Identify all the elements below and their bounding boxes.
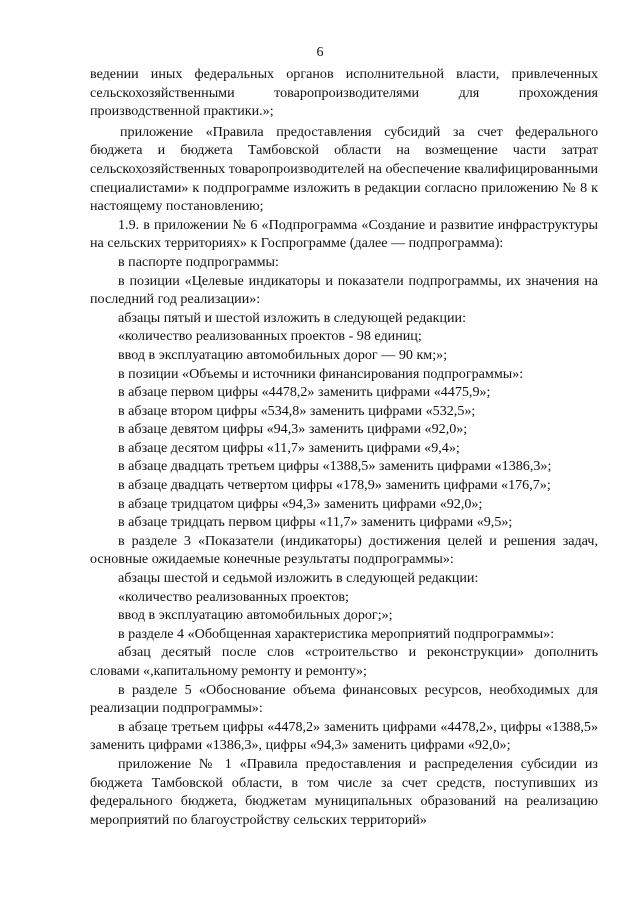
paragraph-9: в позиции «Объемы и источники финансирования подпрограммы»: [118, 365, 524, 382]
paragraph-26: приложение № 1 «Правила предоставления и распределения субсидии из бюджета Тамбовской области, в том числе за счет средств, поступивших из федерального бюджета, бюджетам муниципальных образований на реализацию мероприятий по благоустройству сельских территорий» [90, 755, 598, 828]
paragraph-15: в абзаце двадцать четвертом цифры «178,9» заменить цифрами «176,7»; [118, 477, 551, 494]
paragraph-14: в абзаце двадцать третьем цифры «1388,5» заменить цифрами «1386,3»; [118, 458, 552, 475]
paragraph-3: 1.9. в приложении № 6 «Подпрограмма «Создание и развитие инфраструктуры на сельских территориях» к Госпрограмме (далее — подпрограмма): [90, 216, 598, 252]
paragraph-1: ведении иных федеральных органов исполнительной власти, привлеченных сельскохозяйственными товаропроизводителями для прохождения производственной практики.»; [90, 66, 598, 120]
paragraph-8: ввод в эксплуатацию автомобильных дорог — 90 км;»; [118, 346, 448, 363]
paragraph-4: в паспорте подпрограммы: [118, 253, 279, 270]
paragraph-13: в абзаце десятом цифры «11,7» заменить цифрами «9,4»; [118, 439, 460, 456]
paragraph-25: в абзаце третьем цифры «4478,2» заменить цифрами «4478,2», цифры «1388,5» заменить цифрами «1386,3», цифры «94,3» заменить цифрами «92,0»; [90, 718, 598, 754]
paragraph-23: абзац десятый после слов «строительство и реконструкции» дополнить словами «,капитальному ремонту и ремонту»; [90, 644, 598, 679]
paragraph-5: в позиции «Целевые индикаторы и показатели подпрограммы, их значения на последний год реализации»: [90, 272, 598, 308]
paragraph-24: в разделе 5 «Обоснование объема финансовых ресурсов, необходимых для реализации подпрограммы»: [90, 681, 598, 717]
paragraph-22: в разделе 4 «Обобщенная характеристика мероприятий подпрограммы»: [118, 625, 555, 642]
page-number: 6 [316, 45, 324, 60]
paragraph-16: в абзаце тридцатом цифры «94,3» заменить цифрами «92,0»; [118, 495, 483, 512]
paragraph-7: «количество реализованных проектов - 98 единиц; [118, 328, 422, 345]
paragraph-17: в абзаце тридцать первом цифры «11,7» заменить цифрами «9,5»; [118, 514, 513, 531]
paragraph-19: абзацы шестой и седьмой изложить в следующей редакции: [118, 570, 479, 587]
paragraph-20: «количество реализованных проектов; [118, 588, 349, 605]
paragraph-21: ввод в эксплуатацию автомобильных дорог;»; [118, 607, 393, 624]
paragraph-11: в абзаце втором цифры «534,8» заменить цифрами «532,5»; [118, 402, 476, 419]
paragraph-12: в абзаце девятом цифры «94,3» заменить цифрами «92,0»; [118, 421, 468, 438]
paragraph-2: приложение «Правила предоставления субсидий за счет федерального бюджета и бюджета Тамбовской области на возмещение части затрат сельскохозяйственных товаропроизводителей на обеспечение квалифицированными специалистами» к подпрограмме изложить в редакции согласно приложению № 8 к настоящему постановлению; [90, 123, 598, 215]
paragraph-10: в абзаце первом цифры «4478,2» заменить цифрами «4475,9»; [118, 384, 491, 401]
document-body [90, 65, 598, 829]
paragraph-6: абзацы пятый и шестой изложить в следующей редакции: [118, 309, 466, 326]
paragraph-18: в разделе 3 «Показатели (индикаторы) достижения целей и решения задач, основные ожидаемые конечные результаты подпрограммы»: [90, 532, 598, 568]
